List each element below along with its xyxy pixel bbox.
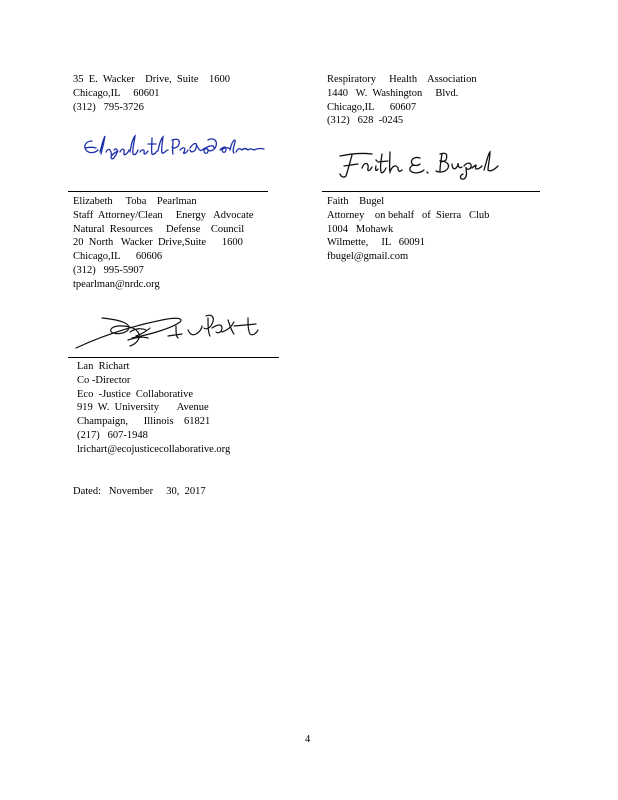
address-line: 20 North Wacker Drive,Suite 1600	[73, 237, 243, 249]
top-left-address	[73, 73, 230, 114]
signer-title: Co -Director	[77, 374, 131, 386]
signature-line-richart	[68, 357, 279, 358]
email: lrichart@ecojusticecollaborative.org	[77, 443, 231, 455]
page-number: 4	[305, 734, 311, 745]
address-line: Respiratory Health Association	[327, 74, 477, 85]
pearlman-signature-block	[73, 195, 253, 292]
signer-title: Attorney on behalf of Sierra Club	[327, 209, 490, 221]
phone: (312) 995-5907	[73, 264, 144, 276]
email: fbugel@gmail.com	[327, 251, 409, 263]
signer-name: Faith Bugel	[327, 196, 385, 207]
address-line: Chicago,IL 60607	[327, 101, 417, 113]
signer-organization: Eco -Justice Collaborative	[77, 388, 194, 400]
top-right-address	[327, 73, 477, 128]
signature-line-bugel	[322, 191, 540, 192]
dated-line	[73, 485, 206, 499]
signer-title: Staff Attorney/Clean Energy Advocate	[73, 209, 254, 221]
address-line: 1440 W. Washington Blvd.	[327, 87, 459, 99]
phone: (217) 607-1948	[77, 429, 148, 441]
address-line: 1004 Mohawk	[327, 223, 394, 235]
signer-name: Elizabeth Toba Pearlman	[73, 196, 197, 207]
address-line: (312) 628 -0245	[327, 115, 404, 127]
address-line: Champaign, Illinois 61821	[77, 416, 211, 428]
signer-name: Lan Richart	[77, 361, 130, 372]
address-line: Wilmette, IL 60091	[327, 237, 426, 249]
address-line: 35 E. Wacker Drive, Suite 1600	[73, 74, 231, 85]
date-text: Dated: November 30, 2017	[73, 486, 206, 497]
address-line: 919 W. University Avenue	[77, 402, 209, 414]
signature-pearlman	[80, 132, 265, 164]
address-line: Chicago,IL 60606	[73, 251, 163, 263]
signer-organization: Natural Resources Defense Council	[73, 223, 245, 235]
bugel-signature-block	[327, 195, 489, 264]
address-line: Chicago,IL 60601	[73, 87, 160, 99]
signature-bugel	[336, 146, 501, 180]
address-line: (312) 795-3726	[73, 101, 144, 113]
signature-richart	[72, 306, 262, 356]
email: tpearlman@nrdc.org	[73, 278, 160, 290]
signature-line-pearlman	[68, 191, 268, 192]
richart-signature-block	[77, 360, 230, 457]
